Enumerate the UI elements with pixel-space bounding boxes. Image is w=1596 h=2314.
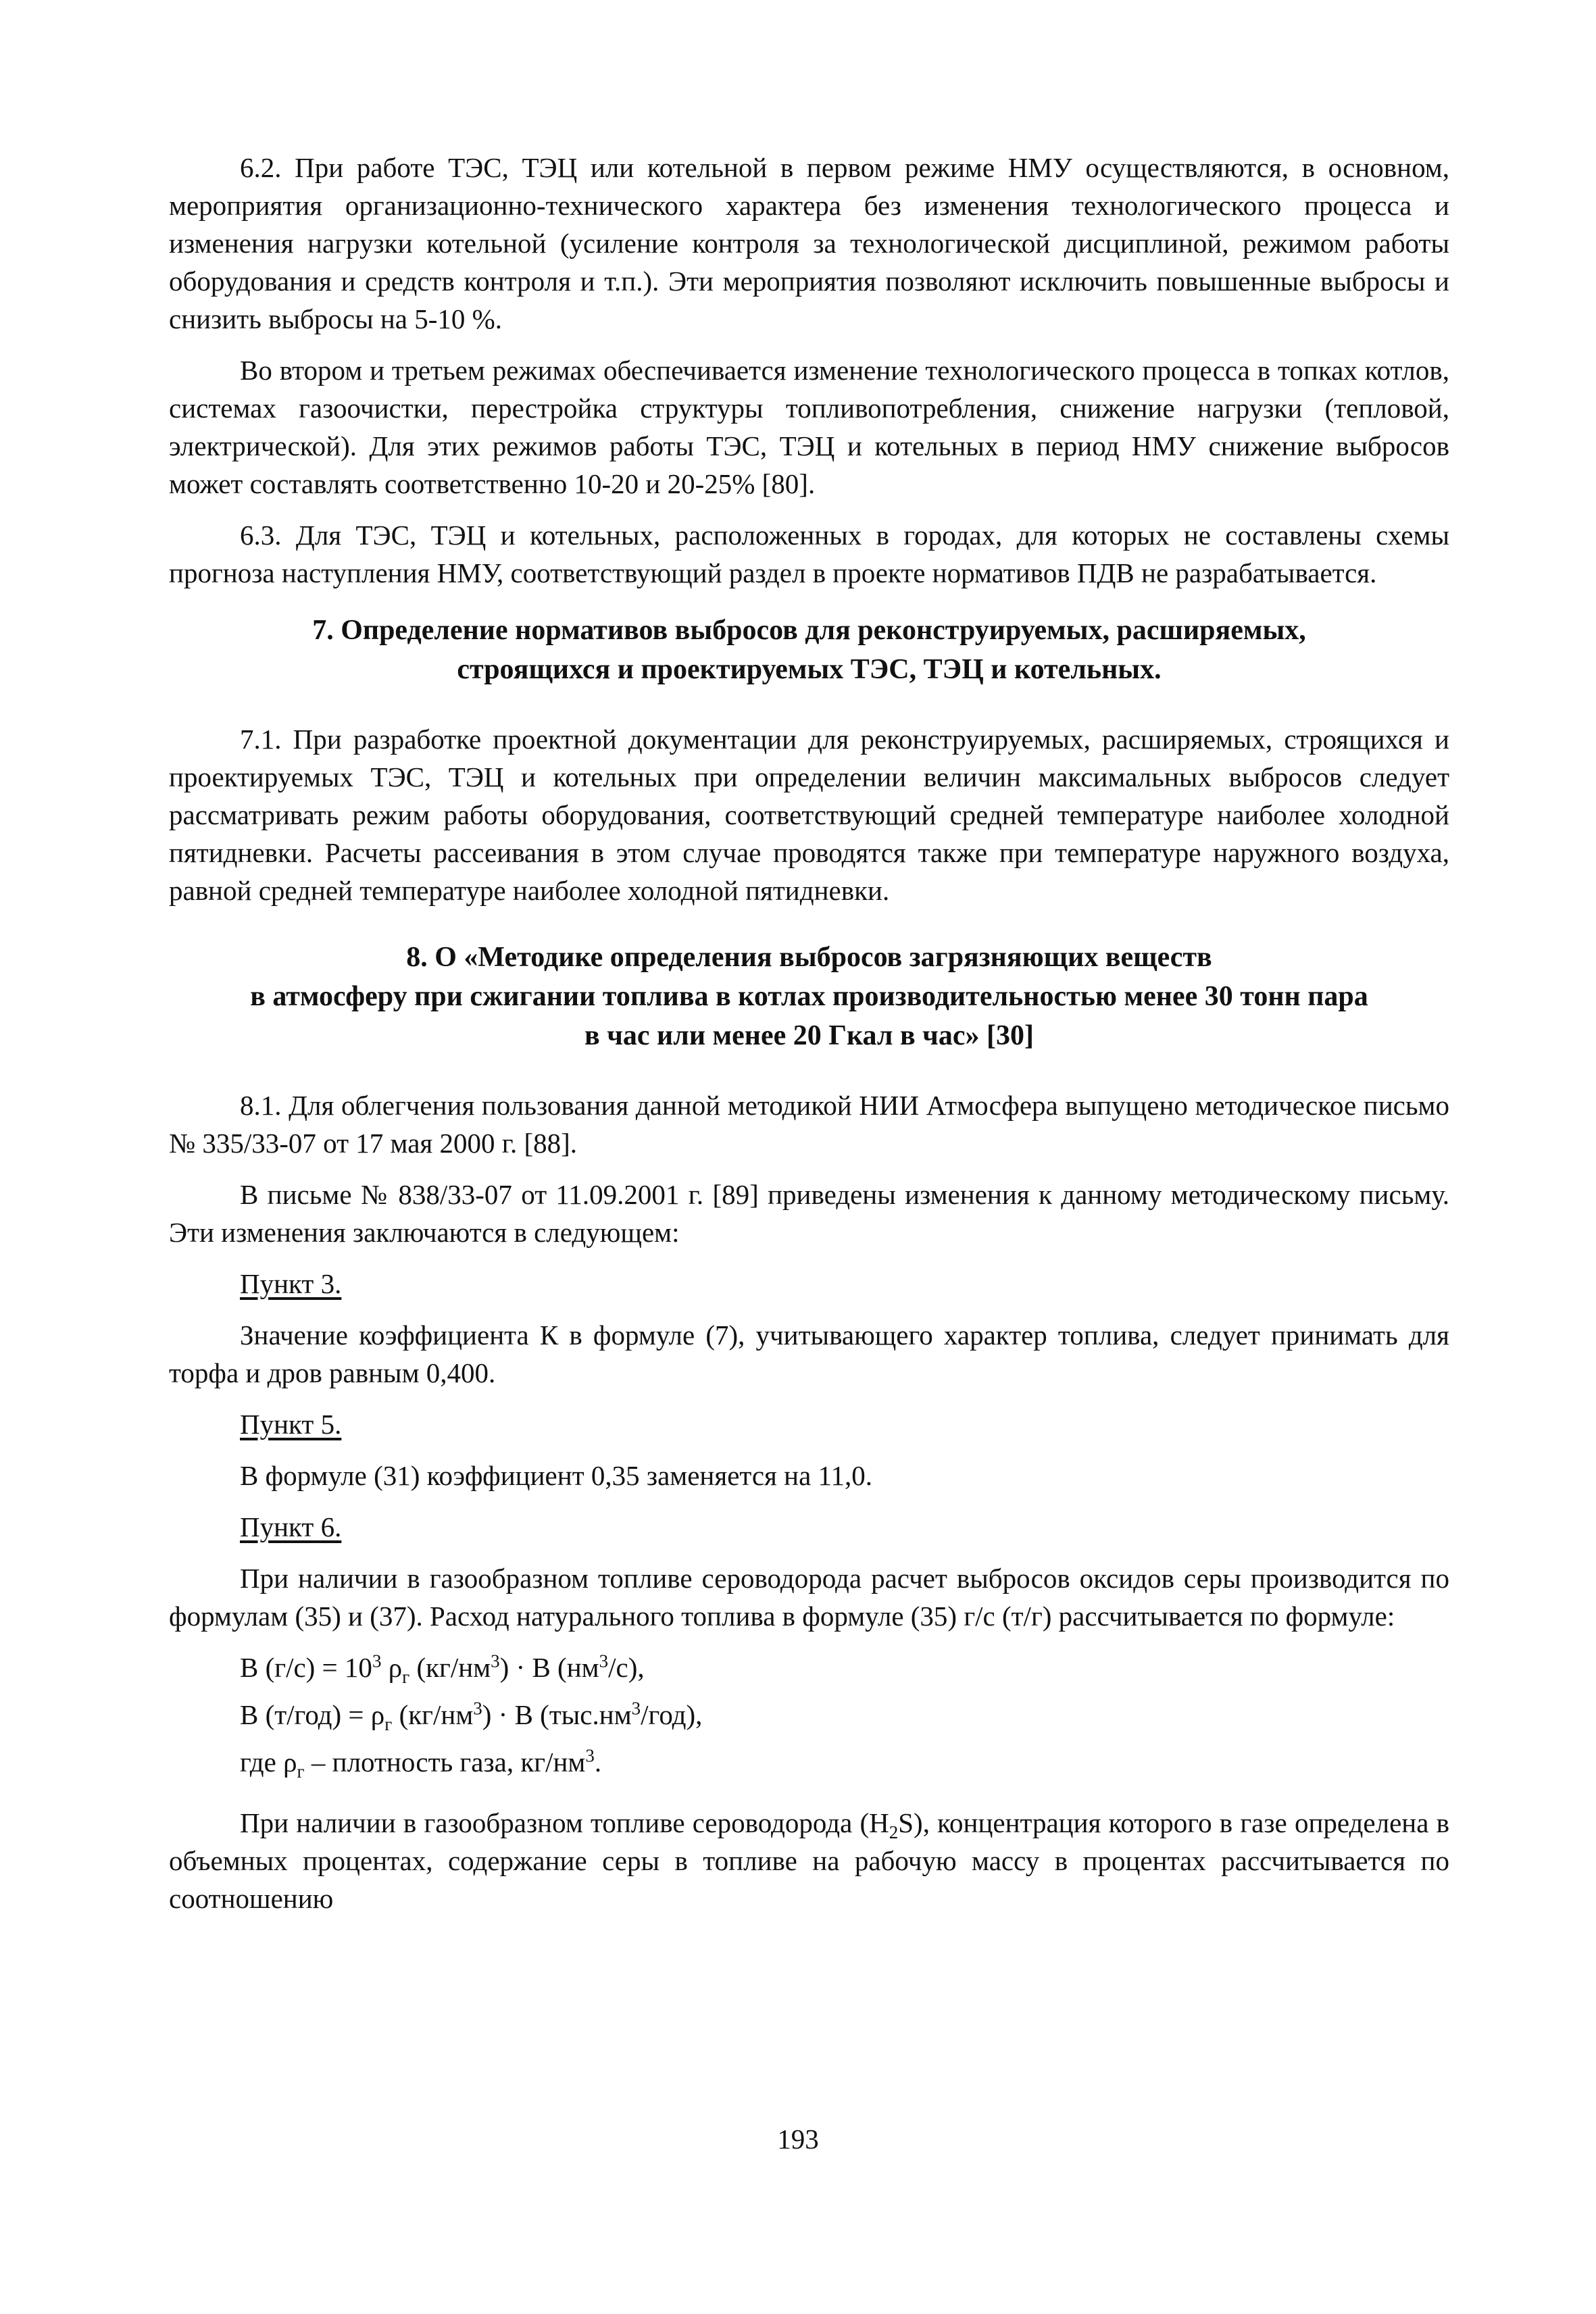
punkt-5-title: Пункт 5. bbox=[240, 1409, 342, 1440]
section-7-heading-line-2: строящихся и проектируемых ТЭС, ТЭЦ и котельных. bbox=[457, 654, 1162, 685]
formula-3-part: . bbox=[594, 1746, 602, 1778]
paragraph-h2s-part: S), концентрация которого в газе определена в объемных процентах, содержание серы в топливе на рабочую массу в процентах рассчитывается по соотношению bbox=[169, 1807, 1449, 1914]
formula-1-subscript: г bbox=[402, 1667, 410, 1688]
h2s-subscript: 2 bbox=[889, 1822, 899, 1843]
formula-2-exponent: 3 bbox=[631, 1698, 641, 1719]
formula-1-exponent: 3 bbox=[372, 1651, 382, 1671]
formula-1-part: (кг/нм bbox=[409, 1652, 491, 1683]
punkt-3-title: Пункт 3. bbox=[240, 1268, 342, 1299]
paragraph-6-3: 6.3. Для ТЭС, ТЭЦ и котельных, расположенных в городах, для которых не составлены схемы прогноза наступления НМУ, соответствующий раздел в проекте нормативов ПДВ не разрабатывается. bbox=[169, 520, 1449, 588]
formula-2-part: ) · В (тыс.нм bbox=[482, 1699, 632, 1730]
formula-2-part: (кг/нм bbox=[392, 1699, 474, 1730]
formula-1-exponent: 3 bbox=[491, 1651, 500, 1671]
paragraph-6-2-continued: Во втором и третьем режимах обеспечивается изменение технологического процесса в топках котлов, системах газоочистки, перестройка структуры топливопотребления, снижение нагрузки (тепловой, электрической). Для этих режимов работы ТЭС, ТЭЦ и котельных в период НМУ снижение выбросов может составлять соответственно 10-20 и 20-25% [80]. bbox=[169, 355, 1449, 499]
section-8-heading-line-3: в час или менее 20 Гкал в час» [30] bbox=[584, 1020, 1034, 1051]
formula-mass-flow-gs bbox=[240, 1649, 1449, 1686]
formula-2-part: /год), bbox=[641, 1699, 703, 1730]
paragraph-h2s-part: При наличии в газообразном топливе сероводорода (H bbox=[240, 1807, 889, 1838]
formula-2-subscript: г bbox=[384, 1714, 393, 1735]
punkt-3-text: Значение коэффициента К в формуле (7), учитывающего характер топлива, следует принимать для торфа и дров равным 0,400. bbox=[169, 1319, 1449, 1388]
section-8-heading-line-1: 8. О «Методике определения выбросов загрязняющих веществ bbox=[406, 942, 1212, 973]
formula-gas-density-definition bbox=[240, 1743, 1449, 1781]
page-number: 193 bbox=[777, 2123, 819, 2155]
paragraph-h2s-sulfur bbox=[169, 1804, 1449, 1917]
document-page bbox=[169, 149, 1449, 1931]
formula-3-part: – плотность газа, кг/нм bbox=[304, 1746, 586, 1778]
formula-1-part: В (г/с) = 10 bbox=[240, 1652, 372, 1683]
section-8-heading bbox=[169, 938, 1449, 1055]
formula-3-exponent: 3 bbox=[585, 1745, 595, 1766]
formula-1-exponent: 3 bbox=[599, 1651, 609, 1671]
formula-1-part: ) · В (нм bbox=[499, 1652, 599, 1683]
punkt-5-text: В формуле (31) коэффициент 0,35 заменяется на 11,0. bbox=[240, 1460, 872, 1491]
paragraph-6-2: 6.2. При работе ТЭС, ТЭЦ или котельной в первом режиме НМУ осуществляются, в основном, мероприятия организационно-технического характера без изменения технологического процесса и изменения нагрузки котельной (усиление контроля за технологической дисциплиной, режимом работы оборудования и средств контроля и т.п.). Эти мероприятия позволяют исключить повышенные выбросы и снизить выбросы на 5-10 %. bbox=[169, 152, 1449, 334]
formula-3-subscript: г bbox=[297, 1761, 305, 1782]
paragraph-8-1-letter: В письме № 838/33-07 от 11.09.2001 г. [89] приведены изменения к данному методическому письму. Эти изменения заключаются в следующем: bbox=[169, 1179, 1449, 1248]
formula-1-part: /с), bbox=[608, 1652, 645, 1683]
punkt-6-title: Пункт 6. bbox=[240, 1511, 342, 1542]
section-8-heading-line-2: в атмосферу при сжигании топлива в котлах производительностью менее 30 тонн пара bbox=[250, 981, 1368, 1012]
paragraph-8-1: 8.1. Для облегчения пользования данной методикой НИИ Атмосфера выпущено методическое письмо № 335/33-07 от 17 мая 2000 г. [88]. bbox=[169, 1090, 1449, 1159]
formula-1-part: ρ bbox=[381, 1652, 403, 1683]
punkt-6-text: При наличии в газообразном топливе сероводорода расчет выбросов оксидов серы производится по формулам (35) и (37). Расход натурального топлива в формуле (35) г/с (т/г) рассчитывается по формуле: bbox=[169, 1563, 1449, 1632]
paragraph-7-1: 7.1. При разработке проектной документации для реконструируемых, расширяемых, строящихся и проектируемых ТЭС, ТЭЦ и котельных при определении величин максимальных выбросов следует рассматривать режим работы оборудования, соответствующий средней температуре наиболее холодной пятидневки. Расчеты рассеивания в этом случае проводятся также при температуре наружного воздуха, равной средней температуре наиболее холодной пятидневки. bbox=[169, 724, 1449, 906]
section-7-heading-line-1: 7. Определение нормативов выбросов для реконструируемых, расширяемых, bbox=[312, 615, 1306, 646]
formula-mass-flow-tyear bbox=[240, 1696, 1449, 1734]
section-7-heading bbox=[169, 611, 1449, 689]
formula-3-part: где ρ bbox=[240, 1746, 297, 1778]
formula-2-exponent: 3 bbox=[473, 1698, 482, 1719]
formula-2-part: В (т/год) = ρ bbox=[240, 1699, 385, 1730]
